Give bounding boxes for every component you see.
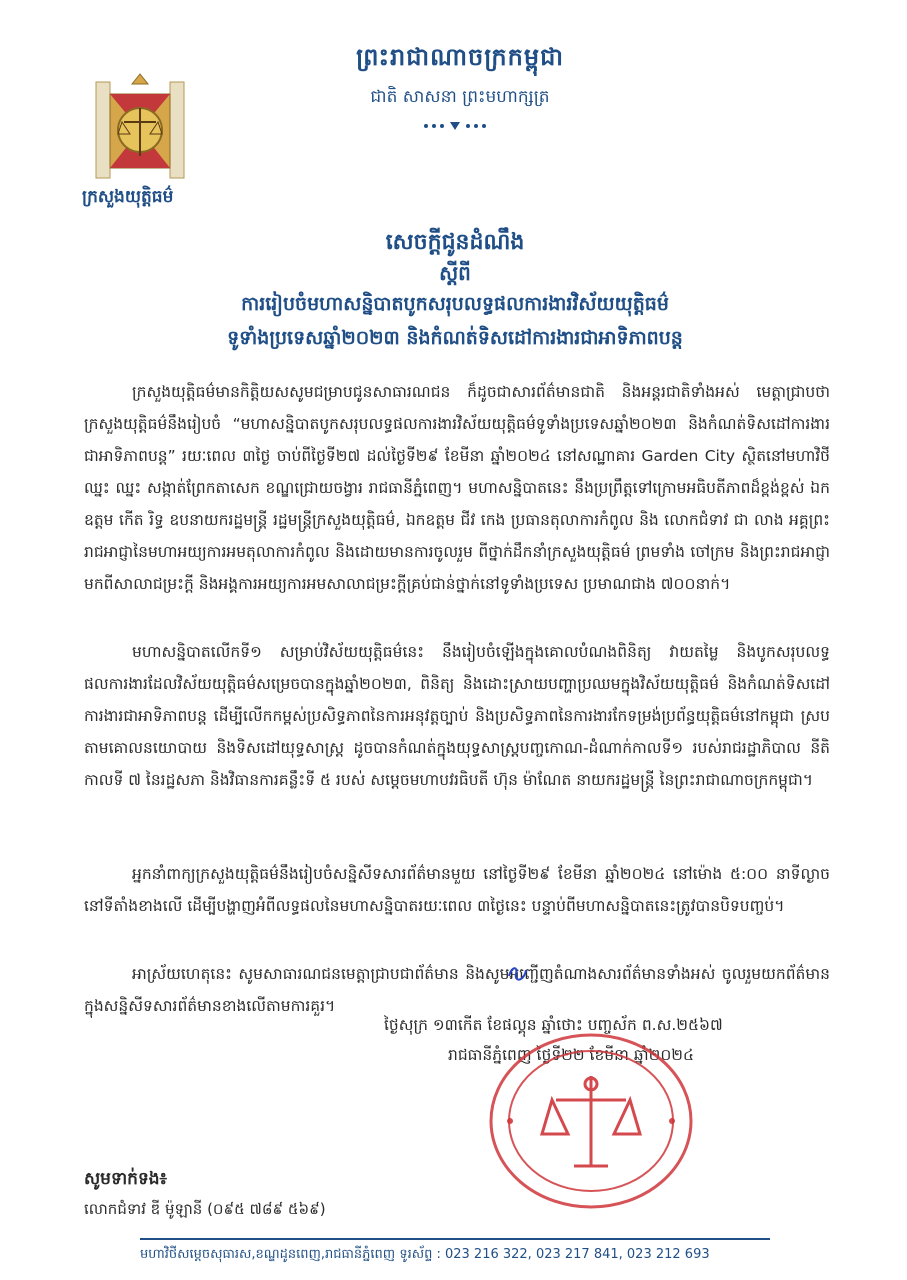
kingdom-title: ព្រះរាជាណាចក្រកម្ពុជា <box>356 43 564 71</box>
notice-subject-line1: ការរៀបចំមហាសន្និបាតបូកសរុបលទ្ធផលការងារវិស័យយុត្តិធម៌ <box>241 293 669 315</box>
notice-subject-line2: ទូទាំងប្រទេសឆ្នាំ២០២៣ និងកំណត់ទិសដៅការងារជាអាទិភាពបន្ត <box>227 327 683 349</box>
paragraph-text: អាស្រ័យហេតុនេះ សូមសាធារណជនមេត្តាជ្រាបជាព័ត៌មាន និងសូមអញ្ជើញតំណាងសារព័ត៌មានទាំងអស់ ចូលរួមយកព័ត៌មានក្នុងសន្និសីទសារព័ត៌មានខាងលើតាមការគួរ។ <box>84 965 830 1015</box>
body-paragraph-2 <box>84 636 830 796</box>
ornament-divider <box>420 118 490 134</box>
signature-mark <box>506 962 530 986</box>
contact-heading: សូមទាក់ទង៖ <box>84 1169 168 1189</box>
body-paragraph-1 <box>84 376 830 600</box>
footer-divider <box>140 1238 770 1240</box>
lunar-date: ថ្ងៃសុក្រ ១៣កើត ខែផល្គុន ឆ្នាំថោះ បញ្ចស័ក ព.ស.២៥៦៧ <box>384 1016 723 1034</box>
national-motto: ជាតិ សាសនា ព្រះមហាក្សត្រ <box>370 87 550 107</box>
solar-date: រាជធានីភ្នំពេញ ថ្ងៃទី២២ ខែមីនា ឆ្នាំ២០២៤ <box>448 1046 694 1064</box>
official-stamp <box>486 1030 696 1212</box>
notice-subject-label: ស្តីពី <box>439 261 471 285</box>
notice-title: សេចក្តីជូនដំណឹង <box>385 230 525 255</box>
paragraph-text: មហាសន្និបាតលើកទី១ សម្រាប់វិស័យយុត្តិធម៌នេះ នឹងរៀបចំឡើងក្នុងគោលបំណងពិនិត្យ វាយតម្លៃ និងបូកសរុបលទ្ធផលការងារដែលវិស័យយុត្តិធម៌សម្រេចបានក្នុងឆ្នាំ២០២៣, ពិនិត្យ និងដោះស្រាយបញ្ហាប្រឈមក្នុងវិស័យយុត្តិធម៌ និងកំណត់ទិសដៅការងារជាអាទិភាពបន្ត ដើម្បីលើកកម្ពស់ប្រសិទ្ធភាពនៃការអនុវត្តច្បាប់ និងប្រសិទ្ធភាពនៃការងារកែទម្រង់ប្រព័ន្ធយុត្តិធម៌នៅកម្ពុជា ស្របតាមគោលនយោបាយ និងទិសដៅយុទ្ធសាស្ត្រ ដូចបានកំណត់ក្នុងយុទ្ធសាស្ត្របញ្ចកោណ-ដំណាក់កាលទី១ របស់រាជរដ្ឋាភិបាល នីតិកាលទី ៧ នៃរដ្ឋសភា និងវិធានការគន្លឹះទី ៥ របស់ សម្តេចមហាបវរធិបតី ហ៊ុន ម៉ាណែត នាយករដ្ឋមន្ត្រី នៃព្រះរាជាណាចក្រកម្ពុជា។ <box>84 643 830 789</box>
paragraph-text: ក្រសួងយុត្តិធម៌មានកិត្តិយសសូមជម្រាបជូនសាធារណជន ក៏ដូចជាសារព័ត៌មានជាតិ និងអន្តរជាតិទាំងអស់ មេត្តាជ្រាបថា ក្រសួងយុត្តិធម៌នឹងរៀបចំ “មហាសន្និបាតបូកសរុបលទ្ធផលការងារវិស័យយុត្តិធម៌ទូទាំងប្រទេសឆ្នាំ២០២៣ និងកំណត់ទិសដៅការងារជាអាទិភាពបន្ត” រយៈពេល ៣ថ្ងៃ ចាប់ពីថ្ងៃទី២៧ ដល់ថ្ងៃទី២៩ ខែមីនា ឆ្នាំ២០២៤ នៅសណ្ឋាគារ Garden City ស្ថិតនៅមហាវិថីឈ្នះ ឈ្នះ សង្កាត់ព្រែកតាសេក ខណ្ឌជ្រោយចង្វារ រាជធានីភ្នំពេញ។ មហាសន្និបាតនេះ នឹងប្រព្រឹត្តទៅក្រោមអធិបតីភាពដ៏ខ្ពង់ខ្ពស់ ឯកឧត្តម កើត រិទ្ធ ឧបនាយករដ្ឋមន្ត្រី រដ្ឋមន្ត្រីក្រសួងយុត្តិធម៌, ឯកឧត្តម ជីវ កេង ប្រធានតុលាការកំពូល និង លោកជំទាវ ជា លាង អគ្គព្រះរាជអាជ្ញានៃមហាអយ្យការអមតុលាការកំពូល និងដោយមានការចូលរួម ពីថ្នាក់ដឹកនាំក្រសួងយុត្តិធម៌ ព្រមទាំង ចៅក្រម និងព្រះរាជអាជ្ញា មកពីសាលាជម្រះក្តី និងអង្គការអយ្យការអមសាលាជម្រះក្តីគ្រប់ជាន់ថ្នាក់នៅទូទាំងប្រទេស ប្រមាណជាង ៧០០នាក់។ <box>84 383 830 593</box>
contact-person: លោកជំទាវ ឌី ម៉ូឡានី (០៩៥ ៧៨៩ ៥៦៩) <box>84 1200 326 1218</box>
paragraph-text: អ្នកនាំពាក្យក្រសួងយុត្តិធម៌នឹងរៀបចំសន្និសីទសារព័ត៌មានមួយ នៅថ្ងៃទី២៩ ខែមីនា ឆ្នាំ២០២៤ នៅម៉ោង ៥:០០ នាទីល្ងាច នៅទីតាំងខាងលើ ដើម្បីបង្ហាញអំពីលទ្ធផលនៃមហាសន្និបាតរយៈពេល ៣ថ្ងៃនេះ បន្ទាប់ពីមហាសន្និបាតនេះត្រូវបានបិទបញ្ចប់។ <box>84 865 830 915</box>
body-paragraph-3 <box>84 858 830 922</box>
ministry-name: ក្រសួងយុត្តិធម៌ <box>82 187 174 207</box>
footer-address: មហាវិថីសម្តេចសុធារស,ខណ្ឌដូនពេញ,រាជធានីភ្នំពេញ ទូរស័ព្ទ : 023 216 322, 023 217 841, 023 212 693 <box>140 1247 710 1262</box>
ministry-emblem <box>92 72 188 184</box>
